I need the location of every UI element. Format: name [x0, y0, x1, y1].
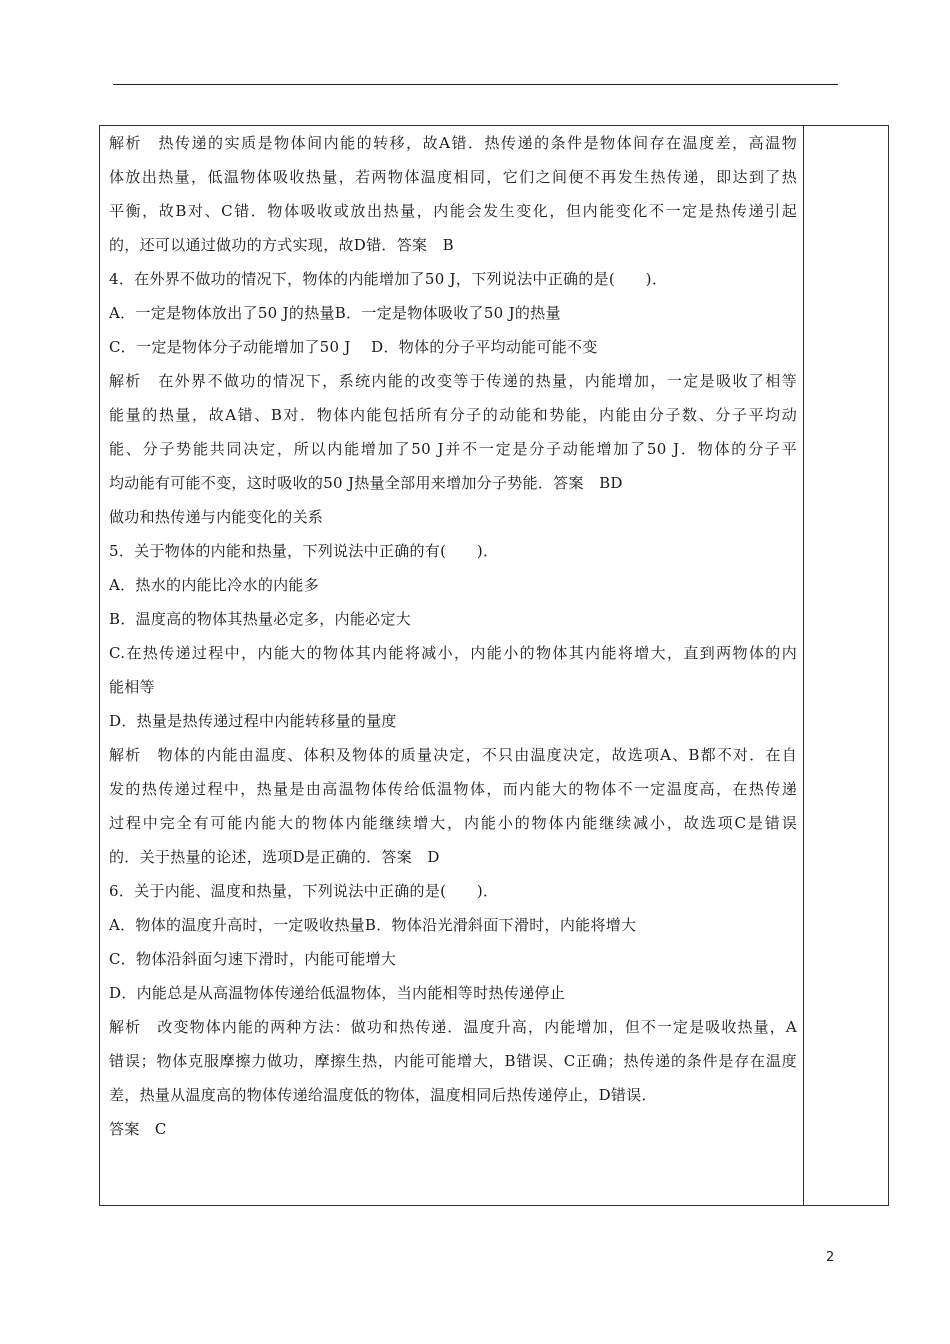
question-5: 5．关于物体的内能和热量，下列说法中正确的有( )． — [109, 542, 499, 560]
text-line: 均动能有可能不变，这时吸收的50 J热量全部用来增加分子势能．答案 BD — [109, 474, 623, 492]
section-heading: 做功和热传递与内能变化的关系 — [109, 508, 324, 526]
option-line: C．物体沿斜面匀速下滑时，内能可能增大 — [109, 950, 397, 968]
text-line: 解析 在外界不做功的情况下，系统内能的改变等于传递的热量，内能增加，一定是吸收了相等 — [109, 372, 797, 390]
text-line: 的，还可以通过做功的方式实现，故D错．答案 B — [109, 236, 454, 254]
text-line: 错误；物体克服摩擦力做功，摩擦生热，内能可能增大，B错误、C正确；热传递的条件是存在温度 — [109, 1052, 797, 1070]
content-column — [100, 126, 804, 1205]
text-line: 解析 热传递的实质是物体间内能的转移，故A错．热传递的条件是物体间存在温度差，高温物 — [109, 134, 797, 152]
text-line: 能量的热量，故A错、B对．物体内能包括所有分子的动能和势能，内能由分子数、分子平均动 — [109, 406, 797, 424]
question-6: 6．关于内能、温度和热量，下列说法中正确的是( )． — [109, 882, 499, 900]
option-line: C.在热传递过程中，内能大的物体其内能将减小，内能小的物体其内能将增大，直到两物体的内 — [109, 644, 797, 662]
page-number: 2 — [826, 1250, 835, 1265]
question-4: 4．在外界不做功的情况下，物体的内能增加了50 J，下列说法中正确的是( )． — [109, 270, 668, 288]
option-line: B．温度高的物体其热量必定多，内能必定大 — [109, 610, 412, 628]
text-line: 解析 物体的内能由温度、体积及物体的质量决定，不只由温度决定，故选项A、B都不对．在自 — [109, 746, 797, 764]
text-line: 能、分子势能共同决定，所以内能增加了50 J并不一定是分子动能增加了50 J．物体的分子平 — [109, 440, 797, 458]
text-line: 的．关于热量的论述，选项D是正确的．答案 D — [109, 848, 440, 866]
option-line: D．内能总是从高温物体传递给低温物体，当内能相等时热传递停止 — [109, 984, 566, 1002]
notes-column — [804, 126, 888, 1205]
text-line: 过程中完全有可能内能大的物体内能继续增大，内能小的物体内能继续减小，故选项C是错误 — [109, 814, 797, 832]
text-line: 发的热传递过程中，热量是由高温物体传给低温物体，而内能大的物体不一定温度高，在热传递 — [109, 780, 797, 798]
option-line: D．热量是热传递过程中内能转移量的量度 — [109, 712, 397, 730]
table-frame — [99, 125, 889, 1206]
text-line: 解析 改变物体内能的两种方法：做功和热传递．温度升高，内能增加，但不一定是吸收热量，A — [109, 1018, 797, 1036]
option-line: A．物体的温度升高时，一定吸收热量B．物体沿光滑斜面下滑时，内能将增大 — [109, 916, 637, 934]
option-line: A．热水的内能比冷水的内能多 — [109, 576, 320, 594]
text-line: 差，热量从温度高的物体传递给温度低的物体，温度相同后热传递停止，D错误． — [109, 1086, 657, 1104]
option-line: C．一定是物体分子动能增加了50 J D．物体的分子平均动能可能不变 — [109, 338, 598, 356]
text-line: 平衡，故B对、C错．物体吸收或放出热量，内能会发生变化，但内能变化不一定是热传递引起 — [109, 202, 797, 220]
answer-line: 答案 C — [109, 1120, 167, 1138]
content-body — [109, 126, 797, 1146]
header-rule — [113, 84, 838, 85]
text-line: 体放出热量，低温物体吸收热量，若两物体温度相同，它们之间便不再发生热传递，即达到了热 — [109, 168, 797, 186]
option-line: 能相等 — [109, 678, 155, 696]
option-line: A．一定是物体放出了50 J的热量B．一定是物体吸收了50 J的热量 — [109, 304, 561, 322]
